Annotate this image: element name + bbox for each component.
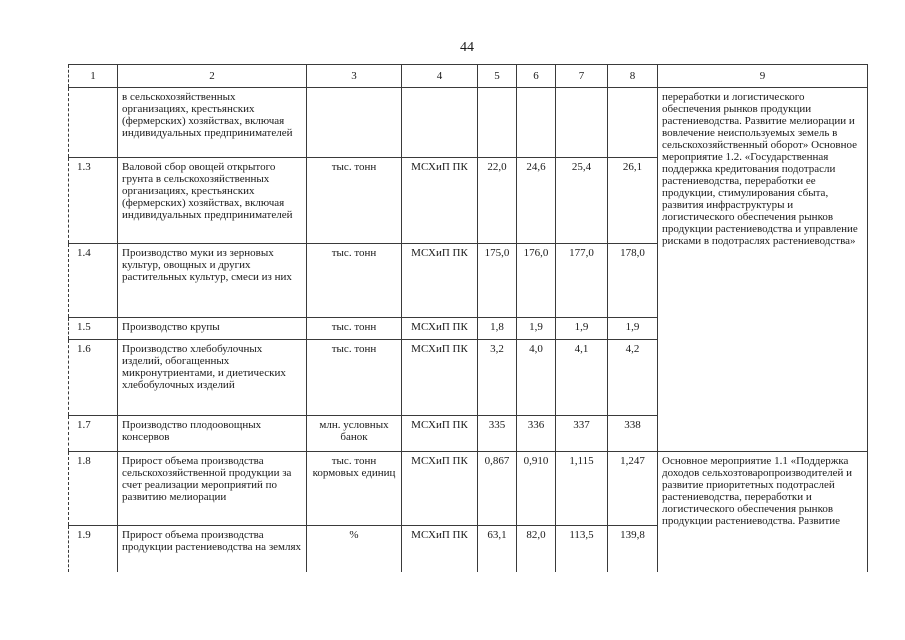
value-col6: 336 (517, 416, 556, 452)
value-col7: 4,1 (556, 340, 608, 416)
value-col6: 0,910 (517, 452, 556, 526)
value-col8: 178,0 (608, 244, 658, 318)
value-col8: 338 (608, 416, 658, 452)
indicator-name: Прирост объема производства продукции растениеводства на землях (118, 526, 307, 572)
indicator-name: Валовой сбор овощей открытого грунта в сельскохозяйственных организациях, крестьянских (фермерских) хозяйствах, включая индивидуальных предпринимателей (118, 158, 307, 244)
page-number: 44 (460, 40, 474, 55)
header-col-9: 9 (658, 65, 868, 88)
indicator-name: Производство крупы (118, 318, 307, 340)
header-col-5: 5 (478, 65, 517, 88)
value-col7: 113,5 (556, 526, 608, 572)
value-col8: 1,9 (608, 318, 658, 340)
value-col5: 1,8 (478, 318, 517, 340)
indicator-name: Производство муки из зерновых культур, овощных и других растительных культур, смеси из них (118, 244, 307, 318)
header-col-7: 7 (556, 65, 608, 88)
row-number: 1.9 (69, 526, 118, 572)
value-col6: 176,0 (517, 244, 556, 318)
unit: тыс. тонн (307, 158, 402, 244)
value-col6: 1,9 (517, 318, 556, 340)
header-col-4: 4 (402, 65, 478, 88)
value-col7: 337 (556, 416, 608, 452)
value-col7: 1,9 (556, 318, 608, 340)
header-col-2: 2 (118, 65, 307, 88)
unit: % (307, 526, 402, 572)
header-row (69, 65, 868, 88)
row-number: 1.8 (69, 452, 118, 526)
row-number: 1.7 (69, 416, 118, 452)
table-row (69, 452, 868, 526)
responsible: МСХиП ПК (402, 526, 478, 572)
indicator-name: Прирост объема производства сельскохозяйственной продукции за счет реализации мероприятий по развитию мелиорации (118, 452, 307, 526)
measure-text: Основное мероприятие 1.1 «Поддержка доходов сельхозтоваропроизводителей и развитие приоритетных подотраслей растениеводства, переработки и логистического обеспечения рынков продукции растениеводства. Развитие (658, 452, 868, 572)
value-col5 (478, 88, 517, 158)
header-col-8: 8 (608, 65, 658, 88)
row-number (69, 88, 118, 158)
value-col8: 26,1 (608, 158, 658, 244)
row-number: 1.3 (69, 158, 118, 244)
value-col6 (517, 88, 556, 158)
responsible (402, 88, 478, 158)
value-col7: 1,115 (556, 452, 608, 526)
value-col5: 3,2 (478, 340, 517, 416)
responsible: МСХиП ПК (402, 244, 478, 318)
unit: тыс. тонн кормовых единиц (307, 452, 402, 526)
unit: млн. условных банок (307, 416, 402, 452)
value-col7 (556, 88, 608, 158)
unit: тыс. тонн (307, 244, 402, 318)
responsible: МСХиП ПК (402, 158, 478, 244)
table-row (69, 88, 868, 158)
responsible: МСХиП ПК (402, 318, 478, 340)
indicator-name: Производство хлебобулочных изделий, обогащенных микронутриентами, и диетических хлебобулочных изделий (118, 340, 307, 416)
measure-text: переработки и логистического обеспечения рынков продукции растениеводства. Развитие мелиорации и вовлечение неиспользуемых земель в сельскохозяйственный оборот» Основное мероприятие 1.2. «Государственная поддержка кредитования подотрасли растениеводства, переработки ее продукции, стимулирования сбыта, развития инфраструктуры и логистического обеспечения рынков продукции растениеводства и управление рисками в подотраслях растениеводства» (658, 88, 868, 452)
value-col5: 335 (478, 416, 517, 452)
value-col5: 0,867 (478, 452, 517, 526)
value-col5: 175,0 (478, 244, 517, 318)
value-col6: 82,0 (517, 526, 556, 572)
value-col6: 4,0 (517, 340, 556, 416)
value-col5: 63,1 (478, 526, 517, 572)
unit: тыс. тонн (307, 318, 402, 340)
value-col6: 24,6 (517, 158, 556, 244)
header-col-6: 6 (517, 65, 556, 88)
value-col8: 139,8 (608, 526, 658, 572)
row-number: 1.4 (69, 244, 118, 318)
responsible: МСХиП ПК (402, 452, 478, 526)
unit (307, 88, 402, 158)
responsible: МСХиП ПК (402, 340, 478, 416)
unit: тыс. тонн (307, 340, 402, 416)
value-col7: 177,0 (556, 244, 608, 318)
value-col5: 22,0 (478, 158, 517, 244)
value-col8 (608, 88, 658, 158)
header-col-3: 3 (307, 65, 402, 88)
row-number: 1.6 (69, 340, 118, 416)
indicator-name: Производство плодоовощных консервов (118, 416, 307, 452)
responsible: МСХиП ПК (402, 416, 478, 452)
row-number: 1.5 (69, 318, 118, 340)
indicator-name: в сельскохозяйственных организациях, крестьянских (фермерских) хозяйствах, включая индивидуальных предпринимателей (118, 88, 307, 158)
value-col8: 1,247 (608, 452, 658, 526)
indicators-table (68, 64, 868, 572)
header-col-1: 1 (69, 65, 118, 88)
value-col8: 4,2 (608, 340, 658, 416)
value-col7: 25,4 (556, 158, 608, 244)
